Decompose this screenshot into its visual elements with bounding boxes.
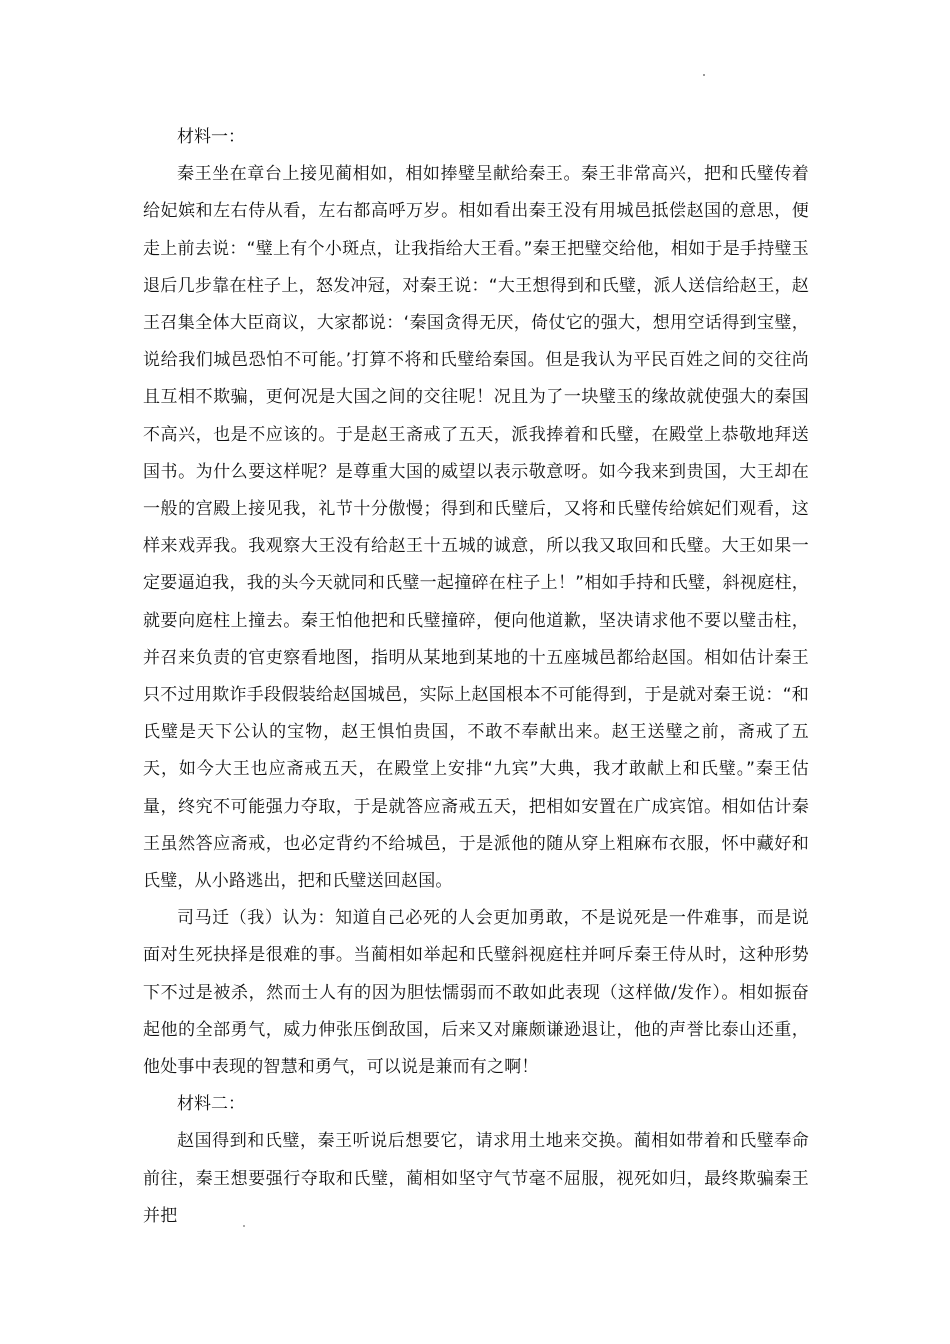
material-one-paragraph: 秦王坐在章台上接见蔺相如，相如捧璧呈献给秦王。秦王非常高兴，把和氏璧传着给妃嫔和左右侍从看，左右都高呼万岁。相如看出秦王没有用城邑抵偿赵国的意思，便走上前去说：“璧上有个小斑点，让我指给大王看。”秦王把璧交给他，相如于是手持璧玉退后几步靠在柱子上，怒发冲冠，对秦王说：“大王想得到和氏璧，派人送信给赵王，赵王召集全体大臣商议，大家都说：‘秦国贪得无厌，倚仗它的强大，想用空话得到宝璧，说给我们城邑恐怕不可能。’打算不将和氏璧给秦国。但是我认为平民百姓之间的交往尚且互相不欺骗，更何况是大国之间的交往呢！况且为了一块璧玉的缘故就使强大的秦国不高兴，也是不应该的。于是赵王斋戒了五天，派我捧着和氏璧，在殿堂上恭敬地拜送国书。为什么要这样呢？是尊重大国的威望以表示敬意呀。如今我来到贵国，大王却在一般的宫殿上接见我，礼节十分傲慢；得到和氏璧后，又将和氏璧传给嫔妃们观看，这样来戏弄我。我观察大王没有给赵王十五城的诚意，所以我又取回和氏璧。大王如果一定要逼迫我，我的头今天就同和氏璧一起撞碎在柱子上！”相如手持和氏璧，斜视庭柱，就要向庭柱上撞去。秦王怕他把和氏璧撞碎，便向他道歉，坚决请求他不要以璧击柱，并召来负责的官吏察看地图，指明从某地到某地的十五座城邑都给赵国。相如估计秦王只不过用欺诈手段假装给赵国城邑，实际上赵国根本不可能得到，于是就对秦王说：“和氏璧是天下公认的宝物，赵王惧怕贵国，不敢不奉献出来。赵王送璧之前，斋戒了五天，如今大王也应斋戒五天，在殿堂上安排“九宾”大典，我才敢献上和氏璧。”秦王估量，终究不可能强力夺取，于是就答应斋戒五天，把相如安置在广成宾馆。相如估计秦王虽然答应斋戒，也必定背约不给城邑，于是派他的随从穿上粗麻布衣服，怀中藏好和氏璧，从小路逃出，把和氏璧送回赵国。 [143,164,809,892]
document-body [143,119,809,1235]
material-two-heading: 材料二： [177,1094,245,1115]
material-one-heading: 材料一： [177,127,245,147]
sima-qian-comment-paragraph: 司马迁（我）认为：知道自己必死的人会更加勇敢，不是说死是一件难事，而是说面对生死抉择是很难的事。当蔺相如举起和氏璧斜视庭柱并呵斥秦王侍从时，这种形势下不过是被杀，然而士人有的因为胆怯懦弱而不敢如此表现（这样做/发作）。相如振奋起他的全部勇气，威力伸张压倒敌国，后来又对廉颇谦逊退让，他的声誉比泰山还重，他处事中表现的智慧和勇气，可以说是兼而有之啊！ [143,908,809,1078]
scan-speck-mark [703,74,705,76]
material-two-paragraph: 赵国得到和氏璧，秦王听说后想要它，请求用土地来交换。蔺相如带着和氏璧奉命前往，秦王想要强行夺取和氏璧，蔺相如坚守气节毫不屈服，视死如归，最终欺骗秦王并把 [143,1131,809,1226]
scan-speck-mark-bottom [243,1225,245,1227]
